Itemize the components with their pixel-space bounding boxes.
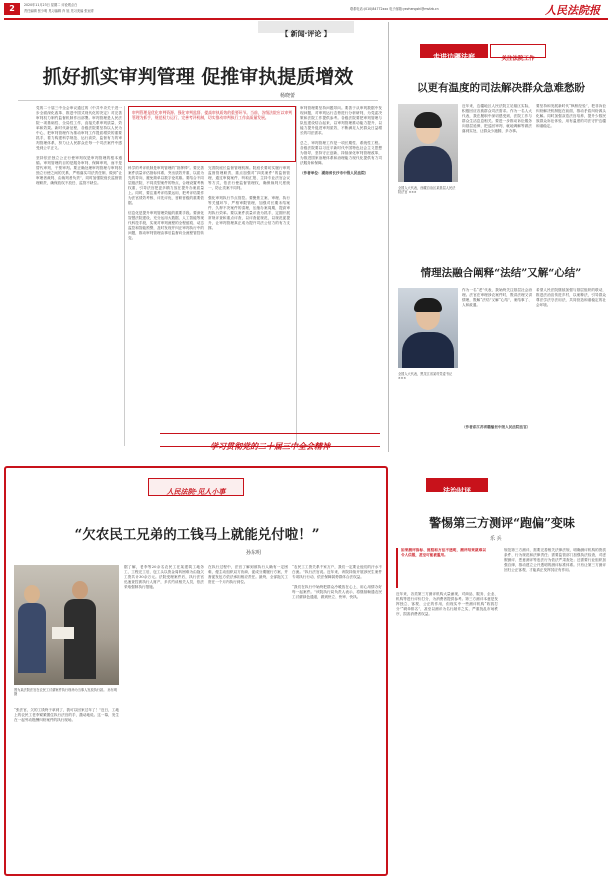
- right-text-2-continued: [536, 288, 606, 438]
- issue-line: 2020年11月23日 星期二 评论观点白: [24, 3, 78, 7]
- main-col-4-para-2: 总之，审判管理工作是一项长期性、系统性工程。各级法院要以习近平新时代中国特色社会主义思想为指导，坚持守正创新，持续深化审判管理改革，为推进国家治理体系和治理能力现代化提供有力司法服务和保障。: [300, 141, 382, 165]
- commentary-col-1: 近年来，各类第三方测评机构大量涌现，对商品、服务、企业、机构等进行评价打分，为消费者提供参考。第三方测评本意是发挥独立、客观、公正的作用，但现实中一些测评机构“收钱打分”“刷单排名”，甚至以测评为名行敲诈之实，严重扰乱市场秩序，损害消费者权益。: [396, 592, 498, 616]
- main-col-3: [208, 166, 290, 446]
- feature-col-5-para: “我们在执行中始终把群众冷暖放在心上，用心用情办好每一起案件。”该院执行局负责人表示，将继续畅通农民工讨薪绿色通道，做到快立、快审、快执。: [292, 585, 382, 599]
- commentary-lead: 如果测评指标、流程和方法不透明，测评结果就难以令人信服，甚至可能被滥用。: [401, 548, 486, 557]
- theme-banner: [160, 433, 380, 451]
- main-col-2: [128, 166, 204, 446]
- paper-name: 人民法院报: [545, 4, 600, 17]
- section-tag: 【 新闻·评论 】: [258, 21, 354, 33]
- portrait-photo-2: [398, 288, 458, 368]
- right-headline-1: 以更有温度的司法解决群众急难愁盼: [417, 82, 585, 94]
- commentary-lead-box: [396, 548, 486, 588]
- contact-line: 联系电话:(010)84772xxx 电子邮箱:yezhengshi@msfzb.cn: [350, 7, 439, 11]
- main-col-4: [300, 106, 382, 418]
- feature-col-1: “张法官，欠的工钱终于拿到了，我可以回家过年了！”近日，工地上的农民工老李紧紧握住执行法官的手，激动地说。这一幕，发生在一起劳动报酬纠纷案件的执行现场。: [14, 708, 119, 722]
- main-lead-box: [128, 106, 296, 162]
- right-text-1: [462, 104, 532, 252]
- feature-col-3: 在执行过程中，法官了解到被执行人确有一定困难，便主动组织双方协商，促成分期履行方案，并督促发包方依法承担相应责任。最终，全部拖欠工资在一个月内执行到位。: [208, 565, 288, 584]
- editor-line: 责任编辑 张少明 见习编辑 肖 旭 见习美编 张冠青: [24, 9, 94, 13]
- main-col-3-para: 完善院庭长监督管理机制。院庭长要切实履行审判监督管理职责，重点加强对“四类案件”的监督管理，通过审阅案件、听取汇报、主持专业法官会议等方式，依法行使监督管理权，确保裁判尺度统一，防止类案不同判。: [208, 166, 290, 190]
- feature-photo-caption: 图为某法院法官在农民工讨薪案件执行现场为当事人发放执行款。 孙东明 摄: [14, 688, 118, 697]
- main-col-2-para: 科学的考评机制是审判管理的“指挥棒”。要完善案件质量评估指标体系，突出质效并重、以质为先的导向，避免简单以数字论英雄。要结合不同层级法院、不同类型案件的特点，合理设置考核权重，引导法官把更多精力放在提升办案质量上。同时，要注重考评结果运用，把考评结果作为法官绩效考核、评先评优、晋职晋级的重要依据。: [128, 166, 204, 205]
- feature-tag: 人民法院·见人小事: [148, 478, 244, 496]
- feature-headline: “欠农民工兄弟的工钱马上就能兑付啦！”: [74, 527, 320, 543]
- main-col-1-para: 党的二十届三中全会审议通过的《中共中央关于进一步全面深化改革、推进中国式现代化的决定》对完善审判权力制约监督机制作出部署。审判管理是人民法院一项基础性、全局性工作，直接关系审判质量、效率和效果。新时代新征程，各级法院要坚持以人民为中心，把审判管理作为推动审判工作提质增效的重要抓手，着力构建科学规范、运行高效、监督有力的审判管理体系，努力让人民群众在每一个司法案件中感受到公平正义。: [36, 106, 122, 150]
- feature-col-2: 据了解，老李等20余名农民工在某建筑工地务工，工程完工后，包工头以资金周转困难为由拖欠工资共计30余万元。法院受理案件后，执行法官迅速查控被执行人财产，多次约谈相关人员，依法采取强制执行措施。: [124, 565, 204, 589]
- feature-col-4: [292, 565, 382, 870]
- right-col-divider: [388, 22, 389, 452]
- right-text-2-para-2: 希望人民法院继续加强与基层组织的联动，推进法治宣传进乡村，以案释法，引导群众尊法学法守法用法，共同营造和谐稳定的社会环境。: [536, 288, 606, 307]
- commentary-tag: 法治时评: [426, 478, 488, 492]
- main-author: 杨晓蕾: [280, 93, 296, 99]
- right-tag-1: 走进边疆法庭: [420, 44, 488, 58]
- feature-author: 孙东明: [246, 550, 262, 556]
- feature-photo: [14, 565, 119, 685]
- right-text-2-para: 作为一名“老”代表，我始终关注基层社会治理。法官在审理涉农案件时，既讲法理又讲情理，既解“法结”又解“心结”，案结事了、人和政通。: [462, 288, 532, 307]
- col-divider: [296, 106, 297, 446]
- feature-col-4-para: “农民工工资关系千家万户，我们一定要让他们的汗水不白流。”执行法官说。近年来，该院持续开展涉民生案件专项执行行动，依法保障弱势群体合法权益。: [292, 565, 382, 579]
- right-headline-2: 情理法融合阐释“法结”又解“心结”: [420, 267, 582, 279]
- right-tag-1-sub: 关注法院工作: [490, 44, 546, 58]
- headline-divider: [18, 100, 378, 101]
- commentary-col-2: 规范第三方测评，需要完善相关法律法规，明确测评机构的资质条件、行为规范和法律责任；需要监管部门加强执法检查，对虚假测评、恶意测评等违法行为依法严肃查处；还需要行业组织加强自律，推动建立公开透明的测评标准体系。只有让第三方测评回归公正客观，才能真正发挥其应有作用。: [504, 548, 606, 572]
- portrait-caption-1: 全国人大代表，西藏自治区某基层人民法院法官 ×××: [398, 186, 456, 195]
- masthead: [0, 0, 612, 20]
- main-footer-note: （作者单位：湖南省长沙市中级人民法院）: [300, 171, 369, 175]
- col-divider: [124, 106, 125, 446]
- portrait-photo-1: [398, 104, 458, 182]
- commentary-headline: 警惕第三方测评“跑偏”变味: [429, 516, 575, 530]
- commentary-author: 乐 兵: [490, 536, 502, 542]
- right-text-1-para: 近年来，边疆地区人民法院立足辖区实际，积极回应各族群众司法需求。作为一名人大代表，我在履职中深切感受到，法院工作与群众生活息息相关。要进一步推动诉讼服务向基层延伸，把巡回审判、就地调解等做法落到实处，让群众少跑腿、多办事。: [462, 104, 532, 133]
- main-col-2-para-2: 信息化是提升审判管理效能的重要手段。要深化智慧法院建设，充分运用大数据、人工智能等现代科技手段，实现对审判流程的全程留痕、动态监控和智能预警，及时发现并纠正审判执行中的问题，推动审判管理由事后监督向全流程管控转变。: [128, 211, 204, 240]
- main-col-3-para-2: 强化审判执行节点管控。要聚焦立案、审理、执行等关键环节，严格审限管理，加强对长期未结案件、久押不决案件的清理，压缩办案周期，提高审判执行效率。要以案件质量评查为抓手，定期开展常规评查和重点评查，以评查促规范，以规范促提升，让审判管理真正成为提升司法公信力的有力支撑。: [208, 196, 290, 230]
- main-lead: 审判管理是优化审判资源、强化审判监督、提高审执质效的重要环节。当前，各级法院应以审判管理为抓手，规范权力运行，完善考评机制，切实推动审判执行工作高质量发展。: [132, 110, 292, 121]
- page-number-badge: 2: [4, 3, 20, 15]
- main-col-1-para-2: 坚持依法独立公正行使审判权是审判管理的根本遵循。审判管理的目的是服务审判、保障审判，而不是替代审判、干预审判。要正确处理审判管理与审判权独立行使之间的关系，严格落实司法责任制，做到“让审理者裁判、由裁判者负责”，同时加强院庭长监督管理职责，确保放权不放任、监管不缺位。: [36, 156, 122, 185]
- right-source-note: （作者系江苏省赣榆县中级人民法院法官）: [462, 425, 531, 429]
- theme-banner-text: 学习贯彻党的二十届三中全会精神: [210, 441, 330, 451]
- main-col-4-para: 审判管理要坚持问题导向。要善于从审判数据中发现问题，对审判运行态势进行分析研判，为党委决策和法院工作提供参考。各级法院要把审判管理与队伍建设结合起来，以审判管理推动能力提升，以能力提升促进审判质效，不断满足人民群众日益增长的司法需求。: [300, 106, 382, 135]
- right-text-1-continued: [536, 104, 606, 252]
- main-col-1: [36, 106, 122, 446]
- right-text-2: [462, 288, 532, 418]
- portrait-caption-2: 全国人大代表，黑龙江省某村党委书记 ×××: [398, 372, 453, 381]
- masthead-rule: [4, 18, 608, 20]
- main-headline: 抓好抓实审判管理 促推审执提质增效: [42, 66, 354, 88]
- right-text-1-para-2: 要坚持和发展新时代“枫桥经验”，把非诉讼纠纷解决机制挺在前面，推动矛盾纠纷源头化解。同时加强双语法官培养，提升少数民族群众诉讼体验，用有温度的司法守护边疆和谐稳定。: [536, 104, 606, 128]
